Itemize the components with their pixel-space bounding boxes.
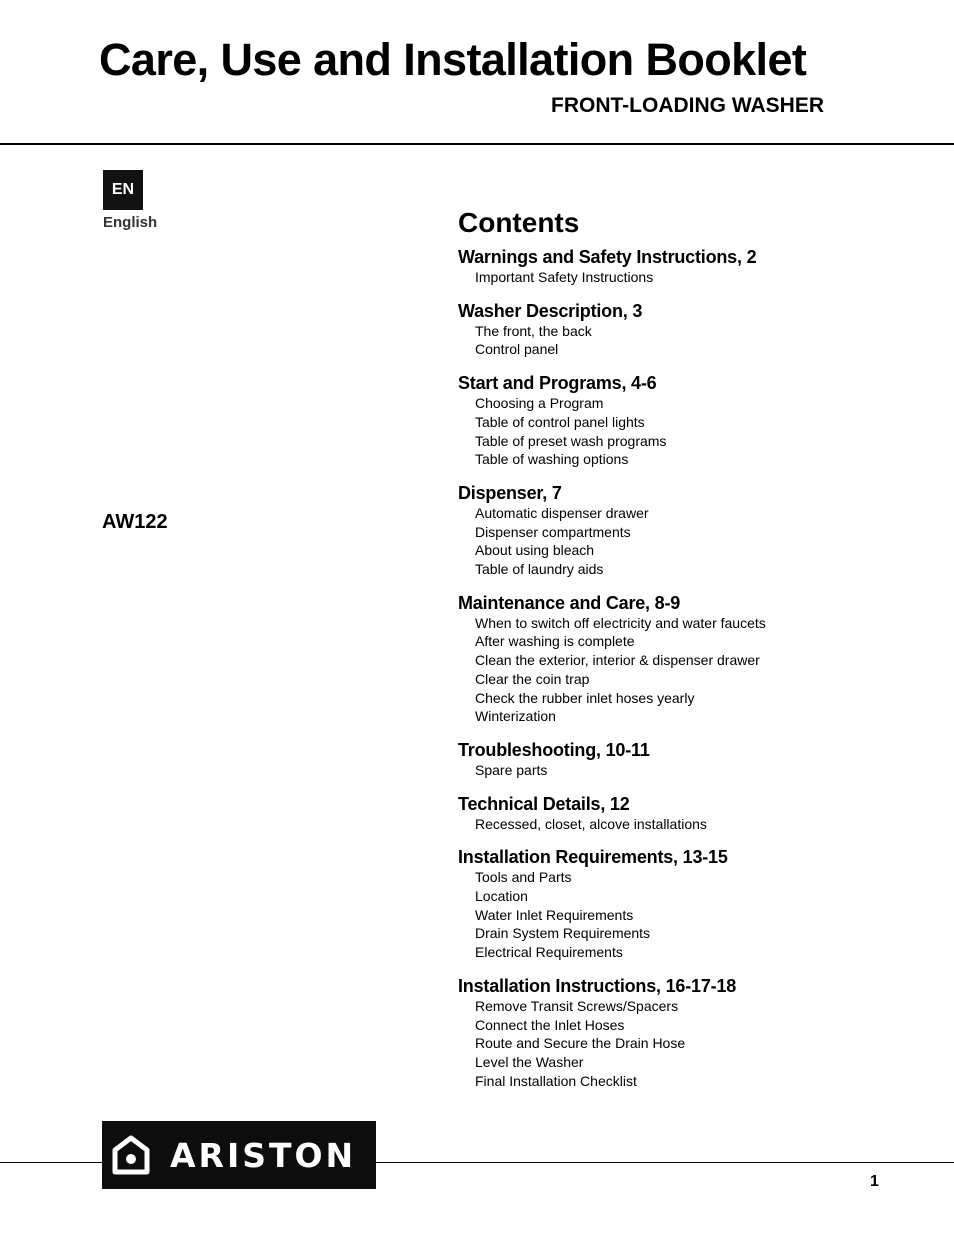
toc-section-title: Installation Requirements, 13-15 bbox=[458, 847, 728, 868]
toc-item: Table of preset wash programs bbox=[475, 432, 667, 449]
toc-section bbox=[458, 482, 938, 579]
toc-section-title: Warnings and Safety Instructions, 2 bbox=[458, 247, 757, 267]
toc-item: When to switch off electricity and water faucets bbox=[475, 614, 766, 631]
toc-section-title: Washer Description, 3 bbox=[458, 300, 643, 321]
toc-section bbox=[458, 846, 938, 962]
toc-section-title: Troubleshooting, 10-11 bbox=[458, 739, 650, 760]
toc-item-list bbox=[458, 868, 938, 962]
toc-item: Winterization bbox=[475, 708, 556, 725]
toc-item: Table of control panel lights bbox=[475, 413, 645, 430]
brand-logo bbox=[102, 1121, 376, 1189]
language-code-badge: EN bbox=[103, 170, 143, 210]
toc-item: Connect the Inlet Hoses bbox=[475, 1016, 625, 1033]
toc-item: The front, the back bbox=[475, 322, 592, 339]
toc-section bbox=[458, 246, 938, 287]
toc-item: Clean the exterior, interior & dispenser drawer bbox=[475, 652, 760, 669]
language-name: English bbox=[103, 214, 158, 231]
house-icon bbox=[112, 1135, 150, 1175]
toc-item: Tools and Parts bbox=[475, 869, 572, 886]
toc-section-title: Dispenser, 7 bbox=[458, 482, 562, 503]
toc-item: Clear the coin trap bbox=[475, 670, 590, 687]
toc-item-list bbox=[458, 997, 938, 1091]
toc-section bbox=[458, 592, 938, 726]
toc-item: Check the rubber inlet hoses yearly bbox=[475, 689, 695, 706]
toc-item-list bbox=[458, 322, 938, 359]
toc-item-list bbox=[458, 394, 938, 469]
toc-item: Important Safety Instructions bbox=[475, 269, 654, 285]
toc-item-list bbox=[458, 268, 938, 287]
toc-section bbox=[458, 739, 938, 780]
toc-item: Automatic dispenser drawer bbox=[475, 504, 649, 521]
toc-section-title: Start and Programs, 4-6 bbox=[458, 373, 657, 394]
table-of-contents bbox=[458, 206, 938, 1103]
toc-item: Choosing a Program bbox=[475, 395, 604, 412]
toc-section bbox=[458, 372, 938, 469]
toc-item: Electrical Requirements bbox=[475, 944, 623, 961]
toc-section-title: Installation Instructions, 16-17-18 bbox=[458, 975, 737, 996]
toc-sections bbox=[458, 246, 938, 1090]
toc-item-list bbox=[458, 504, 938, 579]
toc-item: Control panel bbox=[475, 341, 559, 358]
toc-item: About using bleach bbox=[475, 542, 595, 559]
toc-item: Dispenser compartments bbox=[475, 523, 631, 540]
toc-section bbox=[458, 300, 938, 359]
model-number: AW122 bbox=[102, 511, 168, 533]
page-number: 1 bbox=[870, 1173, 879, 1190]
toc-item: Level the Washer bbox=[475, 1053, 584, 1070]
toc-section bbox=[458, 793, 938, 834]
toc-section-title: Maintenance and Care, 8-9 bbox=[458, 592, 681, 613]
toc-item: Recessed, closet, alcove installations bbox=[475, 815, 707, 832]
toc-item: Water Inlet Requirements bbox=[475, 906, 634, 923]
toc-item: Remove Transit Screws/Spacers bbox=[475, 997, 679, 1014]
toc-item: Table of laundry aids bbox=[475, 561, 604, 578]
toc-item: After washing is complete bbox=[475, 633, 635, 650]
page-title: Care, Use and Installation Booklet bbox=[99, 34, 807, 85]
toc-item: Table of washing options bbox=[475, 451, 629, 468]
toc-item-list bbox=[458, 815, 938, 834]
toc-item-list bbox=[458, 761, 938, 780]
header-divider bbox=[0, 143, 954, 145]
contents-heading: Contents bbox=[458, 207, 580, 238]
brand-name: ARISTON bbox=[170, 1135, 357, 1175]
page-subtitle: FRONT-LOADING WASHER bbox=[551, 94, 824, 117]
toc-item: Route and Secure the Drain Hose bbox=[475, 1035, 686, 1052]
toc-item: Spare parts bbox=[475, 761, 548, 778]
toc-item: Drain System Requirements bbox=[475, 925, 651, 942]
toc-section bbox=[458, 975, 938, 1091]
toc-item: Final Installation Checklist bbox=[475, 1072, 637, 1089]
toc-item: Location bbox=[475, 888, 528, 905]
toc-item-list bbox=[458, 614, 938, 726]
toc-section-title: Technical Details, 12 bbox=[458, 793, 630, 814]
